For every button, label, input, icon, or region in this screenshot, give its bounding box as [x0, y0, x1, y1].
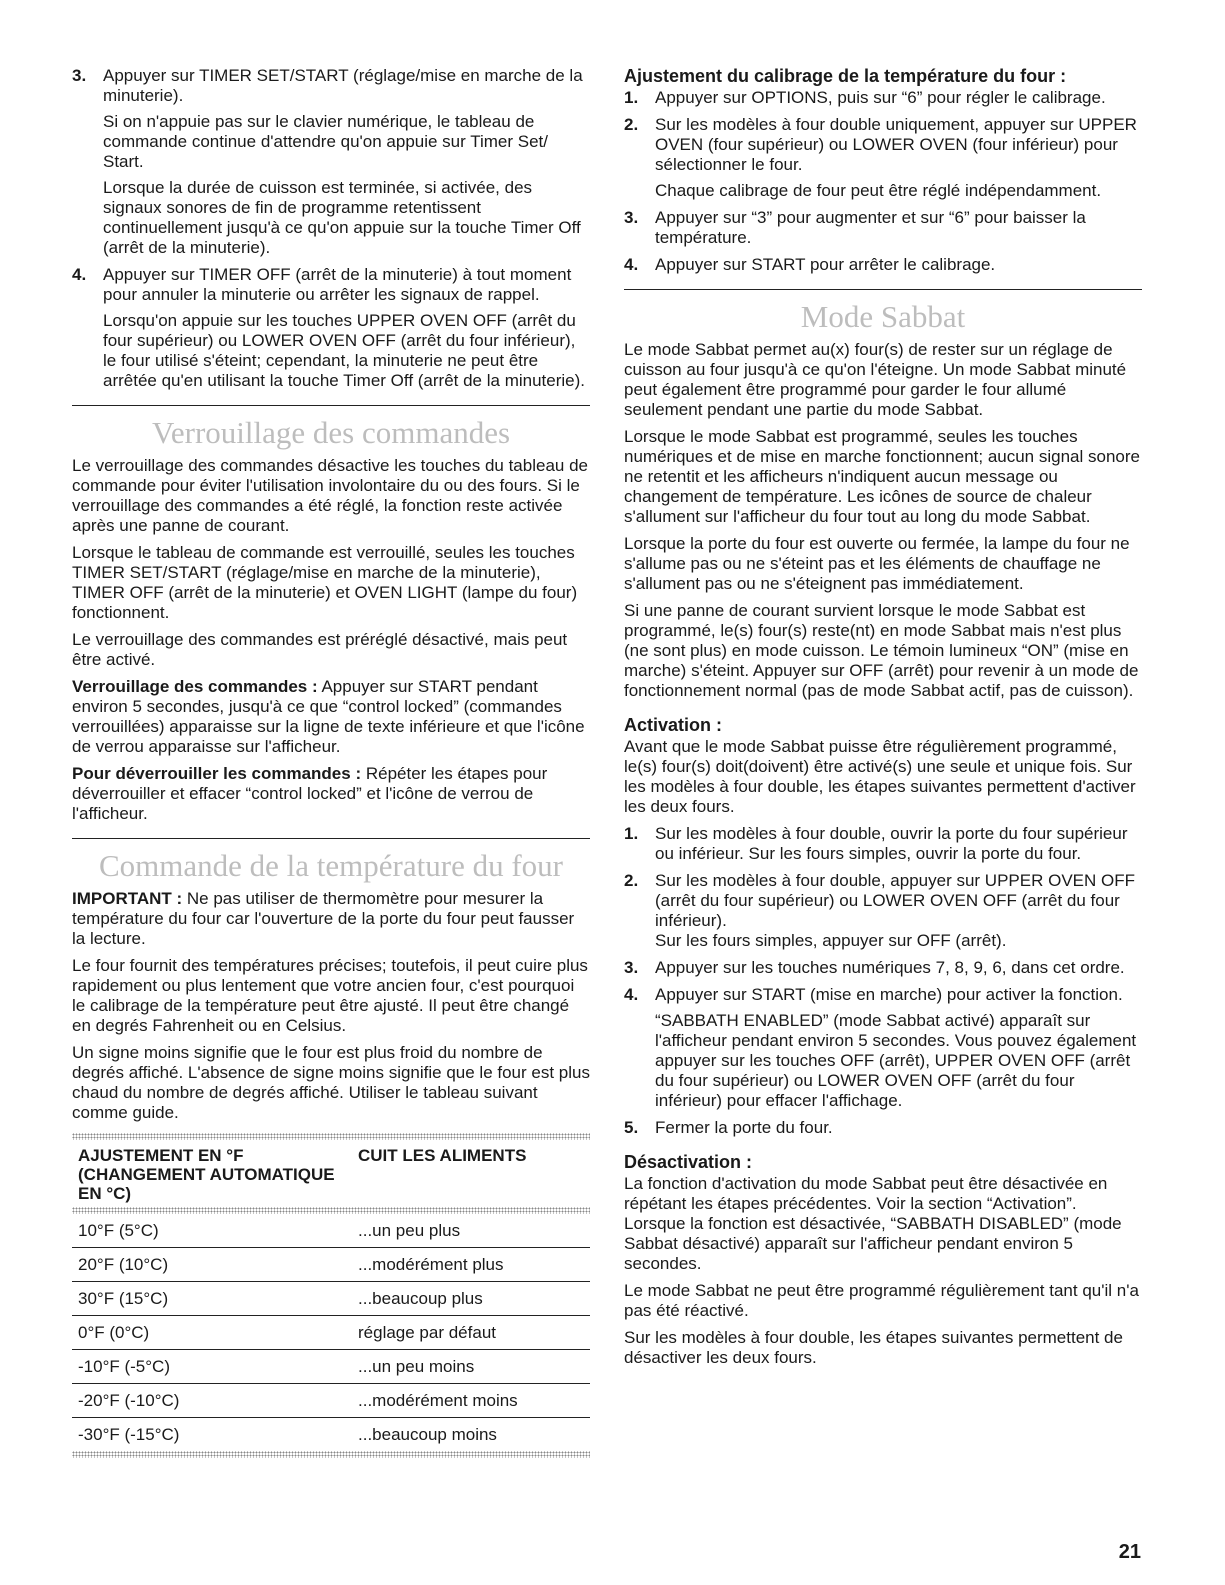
paragraph: Avant que le mode Sabbat puisse être régulièrement programmé, le(s) four(s) doit(doivent) être activé(s) une seule et unique fois. Sur les modèles à four double, les étapes suivantes permettent d'activer les deux fours.	[624, 737, 1136, 816]
calib-step-4	[624, 255, 1142, 275]
step-number: 2.	[624, 115, 639, 134]
table-row	[72, 1316, 590, 1350]
header-adjustment: AJUSTEMENT EN °F (CHANGEMENT AUTOMATIQUE EN °C)	[78, 1146, 335, 1203]
activation-heading: Activation :	[624, 715, 723, 735]
paragraph: La fonction d'activation du mode Sabbat peut être désactivée en répétant les étapes précédentes. Voir la section “Activation”. Lorsque la fonction est désactivée, “SABBATH DISABLED” (mode Sabbat désactivé) apparaît sur l'afficheur pendant environ 5 secondes.	[624, 1174, 1122, 1273]
table-row	[72, 1418, 590, 1451]
step-number: 3.	[624, 958, 639, 977]
left-column	[72, 66, 590, 1458]
activation-step-5	[624, 1118, 1142, 1138]
divider	[72, 838, 590, 839]
table-body	[72, 1214, 590, 1451]
paragraph: Sur les fours simples, appuyer sur OFF (arrêt).	[655, 931, 1007, 950]
paragraph: Le verrouillage des commandes désactive les touches du tableau de commande pour éviter l'utilisation involontaire du ou des fours. Si le verrouillage des commandes a été réglé, la fonction reste activée après une panne de courant.	[72, 456, 588, 535]
bold-label: Pour déverrouiller les commandes :	[72, 764, 362, 783]
step-number: 4.	[624, 985, 639, 1004]
calibration-heading: Ajustement du calibrage de la température du four :	[624, 66, 1067, 86]
bold-label: IMPORTANT :	[72, 889, 183, 908]
paragraph: Appuyer sur “3” pour augmenter et sur “6” pour baisser la température.	[655, 208, 1086, 247]
calib-step-1	[624, 88, 1142, 108]
step-number: 5.	[624, 1118, 639, 1137]
divider	[624, 289, 1142, 290]
text: Répéter les étapes pour déverrouiller et effacer “control locked” et l'icône de verrou de l'afficheur.	[72, 764, 548, 823]
paragraph: Le verrouillage des commandes est préréglé désactivé, mais peut être activé.	[72, 630, 568, 669]
adjustment-cell: 0°F (0°C)	[78, 1322, 150, 1342]
page-number: 21	[1118, 1541, 1141, 1563]
table-top-border	[72, 1133, 590, 1140]
section-title-sabbath: Mode Sabbat	[800, 299, 966, 334]
adjustment-cell: 20°F (10°C)	[78, 1254, 169, 1274]
paragraph: Le four fournit des températures précises; toutefois, il peut cuire plus rapidement ou plus lentement que votre ancien four, c'est pourquoi le calibrage de la température peut être ajusté. Il peut être changé en degrés Fahrenheit ou en Celsius.	[72, 956, 588, 1035]
paragraph	[72, 889, 590, 949]
paragraph: Lorsque la porte du four est ouverte ou fermée, la lampe du four ne s'allume pas ou ne s'éteint pas et les éléments de chauffage ne s'allument pas ou ne s'éteignent pas immédiatement.	[624, 534, 1130, 593]
paragraph: Le mode Sabbat ne peut être programmé régulièrement tant qu'il n'a pas été réactivé.	[624, 1281, 1139, 1320]
step-number: 1.	[624, 88, 639, 107]
right-column	[624, 66, 1142, 1375]
calib-step-3	[624, 208, 1142, 248]
paragraph: Appuyer sur les touches numériques 7, 8, 9, 6, dans cet ordre.	[655, 958, 1125, 977]
activation-step-2	[624, 871, 1142, 951]
result-cell: réglage par défaut	[358, 1322, 496, 1342]
paragraph	[72, 764, 590, 824]
table-row	[72, 1214, 590, 1248]
paragraph: Un signe moins signifie que le four est plus froid du nombre de degrés affiché. L'absence de signe moins signifie que le four est plus chaud du nombre de degrés affiché. Utiliser le tableau suivant comme guide.	[72, 1043, 590, 1122]
paragraph: Sur les modèles à four double, appuyer sur UPPER OVEN OFF (arrêt du four supérieur) ou LOWER OVEN OFF (arrêt du four inférieur).	[655, 871, 1135, 930]
paragraph: Appuyer sur OPTIONS, puis sur “6” pour régler le calibrage.	[655, 88, 1106, 107]
paragraph: Lorsque le tableau de commande est verrouillé, seules les touches TIMER SET/START (réglage/mise en marche de la minuterie), TIMER OFF (arrêt de la minuterie) et OVEN LIGHT (lampe du four) fonctionnent.	[72, 543, 578, 622]
paragraph: Si une panne de courant survient lorsque le mode Sabbat est programmé, le(s) four(s) reste(nt) en mode Sabbat mais n'est plus (ne sont plus) en mode cuisson. Le témoin lumineux “ON” (mise en marche) s'éteint. Appuyer sur OFF (arrêt) pour revenir à un mode de fonctionnement normal (pas de mode Sabbat actif, pas de cuisson).	[624, 601, 1139, 700]
table-row	[72, 1282, 590, 1316]
paragraph: Le mode Sabbat permet au(x) four(s) de rester sur un réglage de cuisson au four jusqu'à ce qu'on l'éteigne. Un mode Sabbat minuté peut également être programmé pour garder le four allumé seulement pendant une partie du mode Sabbat.	[624, 340, 1127, 419]
table-header	[72, 1140, 590, 1207]
paragraph: Chaque calibrage de four peut être réglé indépendamment.	[655, 181, 1102, 200]
step-number: 4.	[624, 255, 639, 274]
result-cell: ...un peu moins	[358, 1356, 475, 1376]
result-cell: ...un peu plus	[358, 1220, 461, 1240]
result-cell: ...beaucoup plus	[358, 1288, 483, 1308]
section-title-temperature: Commande de la température du four	[99, 848, 563, 883]
paragraph: Appuyer sur TIMER OFF (arrêt de la minuterie) à tout moment pour annuler la minuterie ou arrêter les signaux de rappel.	[103, 265, 572, 304]
section-title-lock: Verrouillage des commandes	[151, 415, 511, 450]
paragraph: Lorsque le mode Sabbat est programmé, seules les touches numériques et de mise en marche fonctionnent; aucun signal sonore ne retentit et les afficheurs n'indiquent aucun message ou changement de température. Les icônes de source de chaleur s'allument sur l'afficheur du four tout au long du mode Sabbat.	[624, 427, 1140, 526]
result-cell: ...beaucoup moins	[358, 1424, 497, 1444]
adjustment-cell: 30°F (15°C)	[78, 1288, 169, 1308]
adjustment-cell: 10°F (5°C)	[78, 1220, 159, 1240]
bold-label: Verrouillage des commandes :	[72, 677, 318, 696]
paragraph: Sur les modèles à four double, les étapes suivantes permettent de désactiver les deux fours.	[624, 1328, 1123, 1367]
table-row	[72, 1350, 590, 1384]
step-number: 2.	[624, 871, 639, 890]
activation-step-3	[624, 958, 1142, 978]
paragraph: Appuyer sur START (mise en marche) pour activer la fonction.	[655, 985, 1123, 1004]
paragraph: “SABBATH ENABLED” (mode Sabbat activé) apparaît sur l'afficheur pendant environ 5 secondes. Vous pouvez également appuyer sur les touches OFF (arrêt), UPPER OVEN OFF (arrêt du four supérieur) ou LOWER OVEN OFF (arrêt du four inférieur) pour effacer l'affichage.	[655, 1011, 1137, 1110]
table-bottom-border	[72, 1451, 590, 1458]
paragraph	[72, 677, 590, 757]
text: Ne pas utiliser de thermomètre pour mesurer la température du four car l'ouverture de la porte du four peut fausser la lecture.	[72, 889, 575, 948]
step-number: 1.	[624, 824, 639, 843]
paragraph: Fermer la porte du four.	[655, 1118, 833, 1137]
activation-step-1	[624, 824, 1142, 864]
table-row	[72, 1248, 590, 1282]
paragraph: Si on n'appuie pas sur le clavier numérique, le tableau de commande continue d'attendre qu'on appuie sur Timer Set/ Start.	[103, 112, 548, 171]
text: Appuyer sur START pendant environ 5 secondes, jusqu'à ce que “control locked” (commandes verrouillées) apparaisse sur la ligne de texte inférieure et que l'icône de verrou apparaisse sur l'afficheur.	[72, 677, 585, 756]
result-cell: ...modérément moins	[358, 1390, 518, 1410]
paragraph: Lorsqu'on appuie sur les touches UPPER OVEN OFF (arrêt du four supérieur) ou LOWER OVEN OFF (arrêt du four inférieur), le four utilisé s'éteint; cependant, la minuterie ne peut être arrêtée qu'en utilisant la touche Timer Off (arrêt de la minuterie).	[103, 311, 585, 390]
result-cell: ...modérément plus	[358, 1254, 504, 1274]
deactivation-heading: Désactivation :	[624, 1152, 753, 1172]
table-header-border	[72, 1207, 590, 1214]
adjustment-cell: -10°F (-5°C)	[78, 1356, 170, 1376]
step-4	[72, 265, 590, 391]
calib-step-2	[624, 115, 1142, 201]
adjustment-cell: -30°F (-15°C)	[78, 1424, 180, 1444]
table-row	[72, 1384, 590, 1418]
paragraph: Lorsque la durée de cuisson est terminée, si activée, des signaux sonores de fin de programme retentissent continuellement jusqu'à ce qu'on appuie sur la touche Timer Off (arrêt de la minuterie).	[103, 178, 581, 257]
step-3	[72, 66, 590, 258]
step-number: 3.	[72, 66, 87, 85]
paragraph: Sur les modèles à four double, ouvrir la porte du four supérieur ou inférieur. Sur les fours simples, ouvrir la porte du four.	[655, 824, 1128, 863]
header-cooks: CUIT LES ALIMENTS	[358, 1146, 527, 1165]
step-number: 3.	[624, 208, 639, 227]
adjustment-cell: -20°F (-10°C)	[78, 1390, 180, 1410]
calibration-table	[72, 1133, 590, 1458]
paragraph: Appuyer sur START pour arrêter le calibrage.	[655, 255, 996, 274]
paragraph: Appuyer sur TIMER SET/START (réglage/mise en marche de la minuterie).	[103, 66, 583, 105]
paragraph: Sur les modèles à four double uniquement, appuyer sur UPPER OVEN (four supérieur) ou LOWER OVEN (four inférieur) pour sélectionner le four.	[655, 115, 1137, 174]
divider	[72, 405, 590, 406]
step-number: 4.	[72, 265, 87, 284]
activation-step-4	[624, 985, 1142, 1111]
